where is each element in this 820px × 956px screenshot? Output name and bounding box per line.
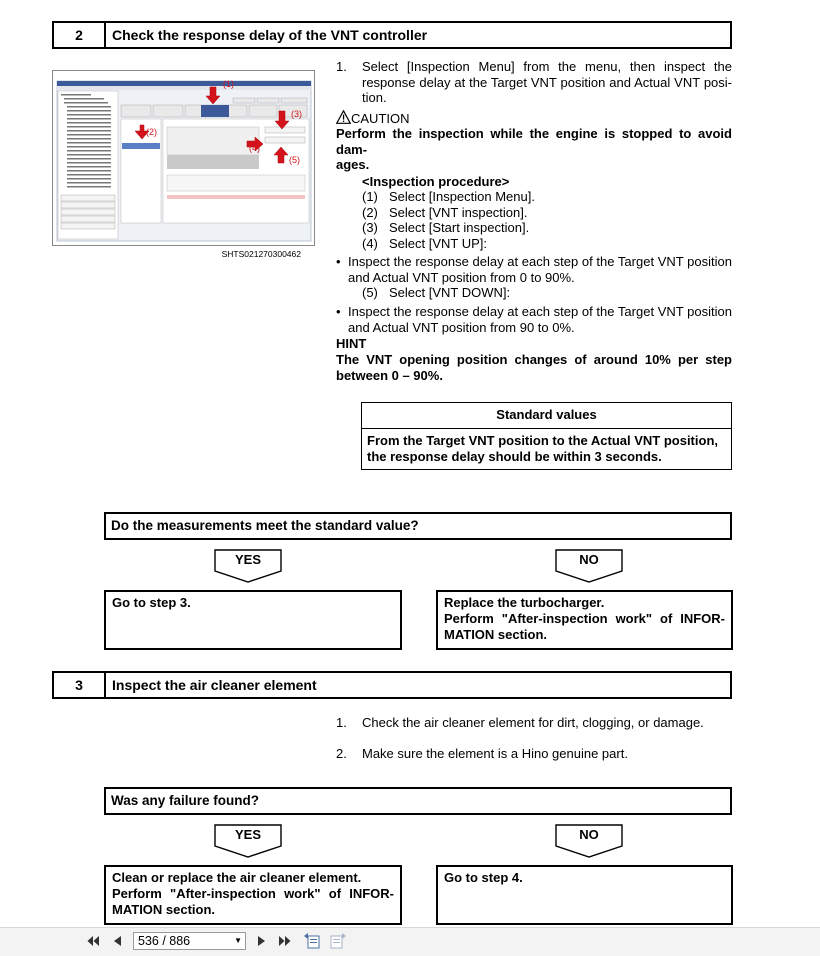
procedure-text: Select [VNT inspection]. [389, 204, 528, 220]
procedure-text: Select [VNT DOWN]: [389, 285, 511, 300]
standard-values-body [362, 429, 731, 468]
hint-label: HINT [336, 336, 367, 351]
last-page-icon[interactable] [278, 935, 292, 947]
callout-2: (2) [146, 127, 157, 137]
procedure-item-5 [362, 285, 510, 301]
callout-4: (4) [249, 143, 260, 153]
yes-result-line: MATION section. [112, 902, 216, 917]
procedure-text: Select [VNT UP]: [389, 235, 488, 251]
no-label: NO [579, 827, 599, 842]
procedure-heading: <Inspection procedure> [362, 174, 510, 189]
step-title: Inspect the air cleaner element [112, 677, 317, 693]
bullet-line: and Actual VNT position from 90 to 0%. [348, 319, 575, 335]
callout-5: (5) [289, 155, 300, 165]
next-page-icon[interactable] [257, 935, 266, 947]
no-result-line: Perform "After-inspection work" of INFOR- [444, 611, 725, 626]
bullet-line: and Actual VNT position from 0 to 90%. [348, 269, 575, 285]
page-indicator-text: 536 / 886 [138, 934, 191, 948]
no-result-box [436, 590, 733, 650]
yes-result-line: Perform "After-inspection work" of INFOR- [112, 886, 394, 901]
procedure-num: (3) [362, 220, 378, 235]
procedure-num: (2) [362, 204, 378, 220]
instruction-line: Select [Inspection Menu] from the menu, then inspect the [362, 59, 732, 74]
procedure-num: (4) [362, 235, 378, 251]
yes-result-box [104, 865, 402, 925]
first-page-icon[interactable] [87, 935, 101, 947]
previous-page-icon[interactable] [113, 935, 122, 947]
callout-1: (1) [223, 79, 234, 89]
bullet-dot: • [336, 254, 341, 269]
standard-line: From the Target VNT position to the Actual VNT position, [367, 433, 718, 448]
standard-values-table [361, 402, 732, 470]
yes-tag [214, 824, 282, 858]
item-number: 2. [336, 746, 347, 761]
procedure-num: (1) [362, 189, 378, 204]
decision-question: Was any failure found? [104, 787, 732, 815]
figure-caption: SHTS021270300462 [221, 249, 301, 259]
software-screenshot-figure [52, 70, 315, 246]
caution-label: CAUTION [351, 111, 410, 126]
yes-result-box [104, 590, 402, 650]
item-text: Make sure the element is a Hino genuine part. [362, 746, 628, 761]
yes-tag [214, 549, 282, 583]
bullet-line: Inspect the response delay at each step of the Target VNT position [348, 304, 732, 319]
procedure-num: (5) [362, 285, 378, 300]
step-3-header [52, 671, 732, 699]
procedure-text: Select [Start inspection]. [389, 220, 530, 235]
caution-text [336, 126, 732, 173]
instruction-line: tion. [362, 90, 387, 105]
step-number: 2 [54, 23, 106, 47]
instruction-number: 1. [336, 59, 347, 74]
next-view-icon[interactable] [329, 932, 347, 949]
instruction-text [362, 59, 732, 106]
yes-label: YES [234, 827, 261, 842]
callout-3: (3) [291, 109, 302, 119]
yes-result-text: Go to step 3. [112, 595, 191, 610]
standard-values-header: Standard values [362, 403, 731, 429]
instruction-line: response delay at the Target VNT position and Actual VNT posi- [362, 74, 732, 90]
bullet-2 [348, 304, 732, 335]
no-result-line: Replace the turbocharger. [444, 595, 605, 610]
no-result-line: MATION section. [444, 627, 548, 642]
bullet-1 [348, 254, 732, 285]
item-number: 1. [336, 715, 347, 730]
no-tag [555, 549, 623, 583]
decision-question: Do the measurements meet the standard value? [104, 512, 732, 540]
procedure-text: Select [Inspection Menu]. [389, 189, 535, 204]
caution-line: Perform the inspection while the engine is stopped to avoid dam- [336, 126, 732, 157]
hint-text [336, 352, 732, 383]
hint-line: between 0 – 90%. [336, 367, 443, 383]
procedure-item [362, 220, 535, 236]
bullet-line: Inspect the response delay at each step of the Target VNT position [348, 254, 732, 269]
no-tag [555, 824, 623, 858]
procedure-item [362, 189, 535, 205]
procedure-item [362, 205, 535, 221]
previous-view-icon[interactable] [303, 932, 321, 949]
no-result-box [436, 865, 733, 925]
standard-line: the response delay should be within 3 seconds. [367, 448, 662, 464]
no-result-text: Go to step 4. [444, 870, 523, 885]
caution-line: ages. [336, 157, 370, 172]
yes-result-line: Clean or replace the air cleaner element. [112, 870, 362, 885]
caution-heading [336, 110, 410, 126]
procedure-item [362, 236, 535, 252]
step-title: Check the response delay of the VNT controller [112, 27, 428, 43]
procedure-list [362, 189, 535, 251]
pdf-navigation-bar [0, 927, 820, 956]
step-2-header [52, 21, 732, 49]
warning-triangle-icon [336, 110, 351, 124]
yes-label: YES [234, 552, 261, 567]
bullet-dot: • [336, 304, 341, 319]
item-text: Check the air cleaner element for dirt, clogging, or damage. [362, 715, 704, 730]
page-number-input[interactable] [133, 932, 246, 950]
no-label: NO [579, 552, 599, 567]
hint-line: The VNT opening position changes of around 10% per step [336, 352, 732, 367]
chevron-down-icon[interactable]: ▼ [234, 936, 242, 945]
step-number: 3 [54, 673, 106, 697]
